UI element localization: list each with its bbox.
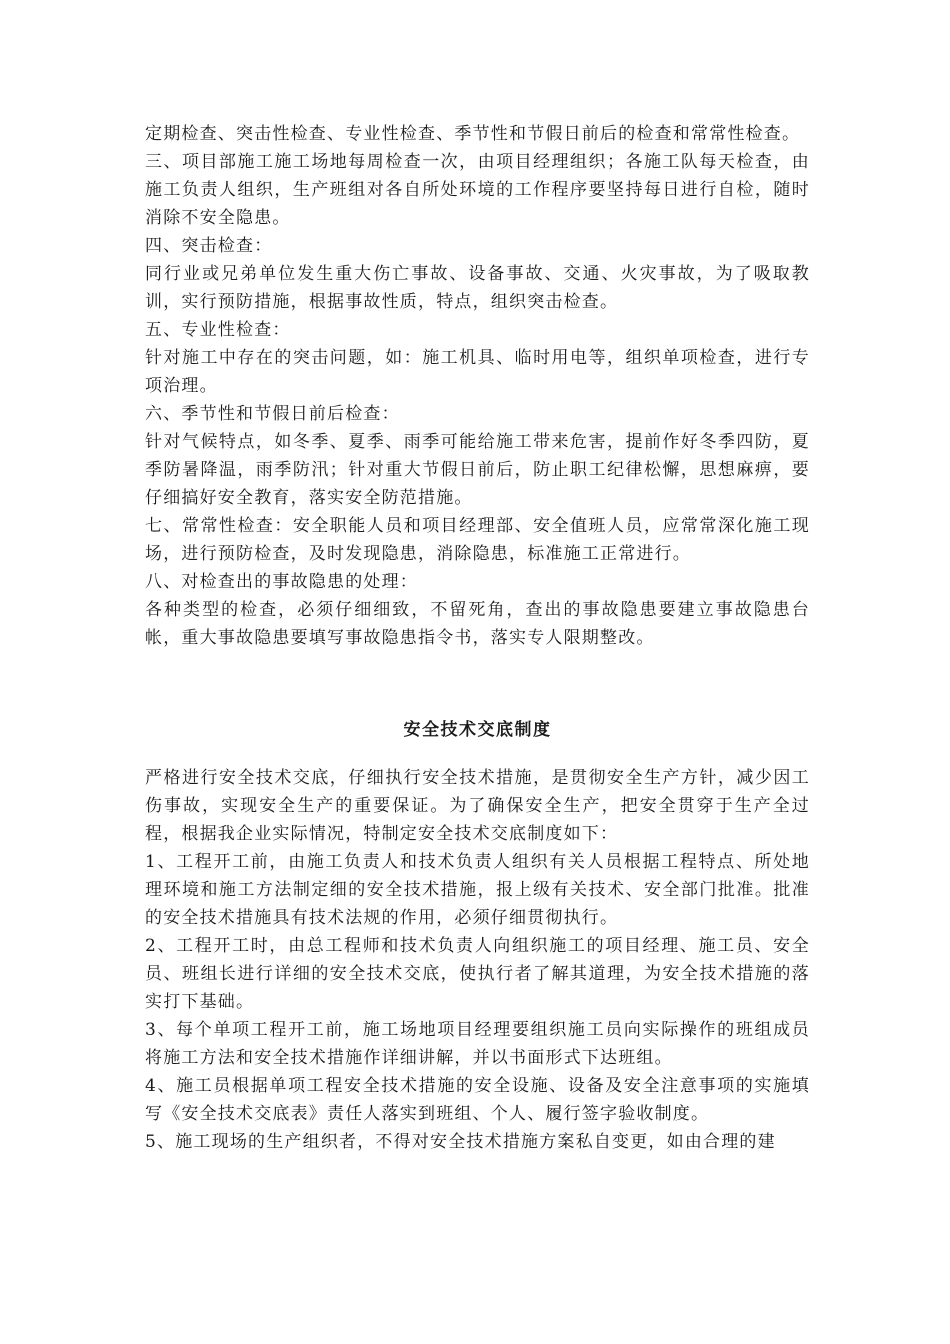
section-title: 安全技术交底制度 xyxy=(403,720,552,740)
paragraph: 定期检查、突击性检查、专业性检查、季节性和节假日前后的检查和常常性检查。 xyxy=(145,124,801,144)
paragraph: 4、施工员根据单项工程安全技术措施的安全设施、设备及安全注意事项的实施填写《安全技术交底表》责任人落实到班组、个人、履行签字验收制度。 xyxy=(145,1076,810,1124)
paragraph: 七、常常性检查：安全职能人员和项目经理部、安全值班人员，应常常深化施工现场，进行预防检查，及时发现隐患，消除隐患，标准施工正常进行。 xyxy=(145,516,810,564)
section-heading: 六、季节性和节假日前后检查： xyxy=(145,404,400,424)
paragraph: 3、每个单项工程开工前，施工场地项目经理要组织施工员向实际操作的班组成员将施工方法和安全技术措施作详细讲解，并以书面形式下达班组。 xyxy=(145,1020,810,1068)
paragraph: 1、工程开工前，由施工负责人和技术负责人组织有关人员根据工程特点、所处地理环境和施工方法制定细的安全技术措施，报上级有关技术、安全部门批准。批准的安全技术措施具有技术法规的作用，必须仔细贯彻执行。 xyxy=(145,852,810,928)
paragraph: 2、工程开工时，由总工程师和技术负责人向组织施工的项目经理、施工员、安全员、班组长进行详细的安全技术交底，使执行者了解其道理，为安全技术措施的落实打下基础。 xyxy=(145,936,810,1012)
document-body xyxy=(145,120,810,1156)
inspection-section xyxy=(145,120,810,652)
paragraph: 针对气候特点，如冬季、夏季、雨季可能给施工带来危害，提前作好冬季四防，夏季防暑降温，雨季防汛；针对重大节假日前后，防止职工纪律松懈，思想麻痹，要仔细搞好安全教育，落实安全防范措施。 xyxy=(145,432,810,508)
paragraph: 5、施工现场的生产组织者，不得对安全技术措施方案私自变更，如由合理的建 xyxy=(145,1132,776,1152)
paragraph: 三、项目部施工施工场地每周检查一次，由项目经理组织；各施工队每天检查，由施工负责人组织，生产班组对各自所处环境的工作程序要坚持每日进行自检，随时消除不安全隐患。 xyxy=(145,152,810,228)
safety-briefing-section xyxy=(145,716,810,1156)
section-heading: 四、突击检查： xyxy=(145,236,273,256)
paragraph: 针对施工中存在的突击问题，如：施工机具、临时用电等，组织单项检查，进行专项治理。 xyxy=(145,348,810,396)
paragraph: 同行业或兄弟单位发生重大伤亡事故、设备事故、交通、火灾事故，为了吸取教训，实行预防措施，根据事故性质，特点，组织突击检查。 xyxy=(145,264,810,312)
section-heading: 八、对检查出的事故隐患的处理： xyxy=(145,572,418,592)
section-heading: 五、专业性检查： xyxy=(145,320,291,340)
paragraph: 严格进行安全技术交底，仔细执行安全技术措施，是贯彻安全生产方针，减少因工伤事故，实现安全生产的重要保证。为了确保安全生产，把安全贯穿于生产全过程，根据我企业实际情况，特制定安全技术交底制度如下： xyxy=(145,768,810,844)
paragraph: 各种类型的检查，必须仔细细致，不留死角，查出的事故隐患要建立事故隐患台帐，重大事故隐患要填写事故隐患指令书，落实专人限期整改。 xyxy=(145,600,810,648)
section-spacer xyxy=(145,652,810,716)
